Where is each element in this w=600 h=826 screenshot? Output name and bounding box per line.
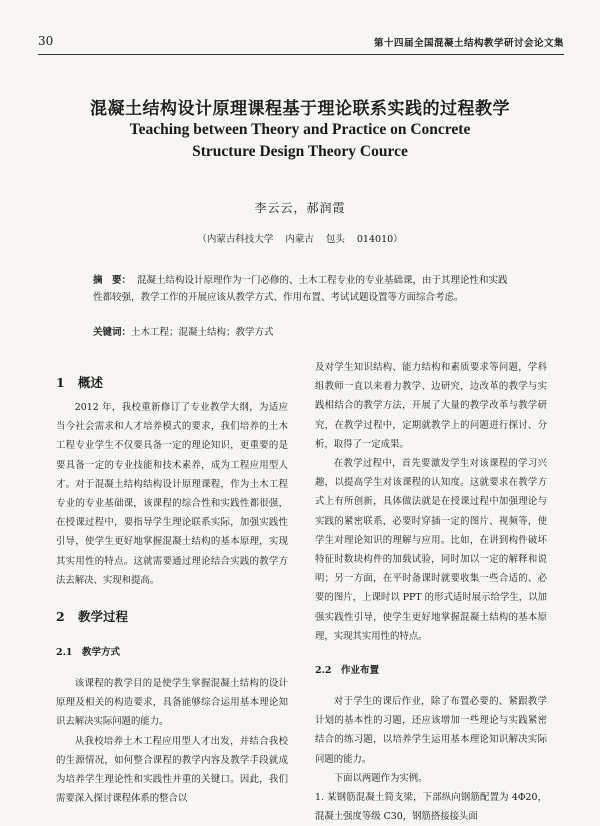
running-head: [38, 34, 564, 52]
authors: 李云云，郝润霞: [254, 201, 346, 215]
section-title: 概述: [78, 375, 104, 390]
keywords: [93, 324, 508, 338]
section-heading: [56, 368, 288, 398]
title-english-line1: Teaching between Theory and Practice on Concrete: [129, 121, 471, 138]
left-column: [56, 368, 288, 808]
affil-region: 内蒙古: [285, 234, 314, 245]
affil-close: ）: [393, 234, 403, 245]
paragraph: 该课程的教学目的是使学生掌握混凝土结构的设计原理及相关的构造要求，具备能够综合运用基本理论知识去解决实际问题的能力。: [56, 678, 288, 728]
affil-open: （: [197, 234, 207, 245]
keywords-text: 土木工程；混凝土结构；教学方式: [131, 327, 274, 338]
right-column: [315, 358, 547, 826]
affil-institution: 内蒙古科技大学: [206, 234, 274, 245]
header-rule: [38, 54, 564, 55]
subsection-heading: [315, 658, 547, 684]
paragraph: 下面以两题作为实例。: [333, 772, 428, 784]
subsection-number: 2.2: [315, 665, 332, 677]
page-number: 30: [38, 34, 54, 48]
subsection-number: 2.1: [56, 647, 73, 659]
subsection-title: 作业布置: [341, 665, 380, 677]
section-number: 1: [56, 375, 65, 390]
section-title: 教学过程: [78, 609, 129, 625]
affiliation: [0, 231, 600, 245]
subsection-title: 教学方式: [82, 647, 121, 659]
keywords-label: 关键词：: [93, 327, 132, 338]
affil-postcode: 014010: [356, 234, 394, 245]
affil-city: 包头: [325, 234, 345, 245]
title-chinese: 混凝土结构设计原理课程基于理论联系实践的过程教学: [90, 99, 510, 119]
abstract-text: 混凝土结构设计原理作为一门必修的、土木工程专业的专业基础课，由于其理论性和实践性都较强，教学工作的开展应该从教学方式、作用布置、考试试题设置等方面综合考虑。: [93, 275, 508, 303]
paragraph: 从我校培养土木工程应用型人才出发，并结合我校的生源情况，如何整合课程的教学内容及教学手段就成为培养学生理论性和实践性并重的关键口。因此，我们需要深入探讨课程体系的整合以: [56, 735, 288, 805]
paragraph: 在教学过程中，首先要激发学生对该课程的学习兴趣，以提高学生对该课程的认知度。这就要求在教学方式上有所创新，具体做法就是在授课过程中加强理论与实践的紧密联系，必要时穿插一定的图片、视频等，使学生对理论知识的理解与应用。比如，在讲到构件破坏特征时数块构件的加载试验，同时加以一定的解释和说明；另一方面，在平时备课时就要收集一些合适的、必要的图片，上课时以 PPT 的形式适时展示给学生，以加强实践性引导，使学生更好地掌握混凝土结构的基本原理，实现其实用性的特点。: [315, 458, 547, 642]
section-heading: [56, 602, 288, 632]
subsection-heading: [56, 640, 288, 666]
paragraph: 2012 年，我校重新修订了专业教学大纲，为适应当今社会需求和人才培养模式的要求，我们培养的土木工程专业学生不仅要具备一定的理论知识，更重要的是要具备一定的专业技能和技术素养，成为工程应用型人才。对于混凝土结构结构设计原理课程，作为土木工程专业的专业基础课，该课程的综合性和实践性都很强，在授课过程中，要指导学生理论联系实际，加强实践性引导，使学生更好地掌握混凝土结构的基本原理，实现其实用性的特点。这就需要通过理论结合实践的教学方法去解决、实现和提高。: [56, 402, 288, 586]
paragraph: 对于学生的课后作业，除了布置必要的、紧跟教学计划的基本性的习题，还应该增加一些理论与实践紧密结合的练习题，以培养学生运用基本理论知识解决实际问题的能力。: [315, 696, 547, 765]
abstract-label: 摘 要：: [93, 275, 132, 286]
abstract: [93, 272, 508, 306]
title-english-line2: Structure Design Theory Cource: [192, 143, 408, 160]
paragraph: 1. 某钢筋混凝土简支梁，下部纵向钢筋配置为 4Φ20，混凝土强度等级 C30，钢筋搭接接头面: [315, 792, 547, 823]
section-number: 2: [56, 609, 65, 625]
journal-title: 第十四届全国混凝土结构教学研讨会论文集: [373, 38, 564, 49]
paragraph: 及对学生知识结构、能力结构和素质要求等问题，学科组教师一直以来着力教学、边研究，边改革的教学与实践相结合的教学方法，开展了大量的教学改革与教学研究，在教学过程中，定期就教学上的问题进行探讨、分析，取得了一定成果。: [315, 362, 547, 450]
